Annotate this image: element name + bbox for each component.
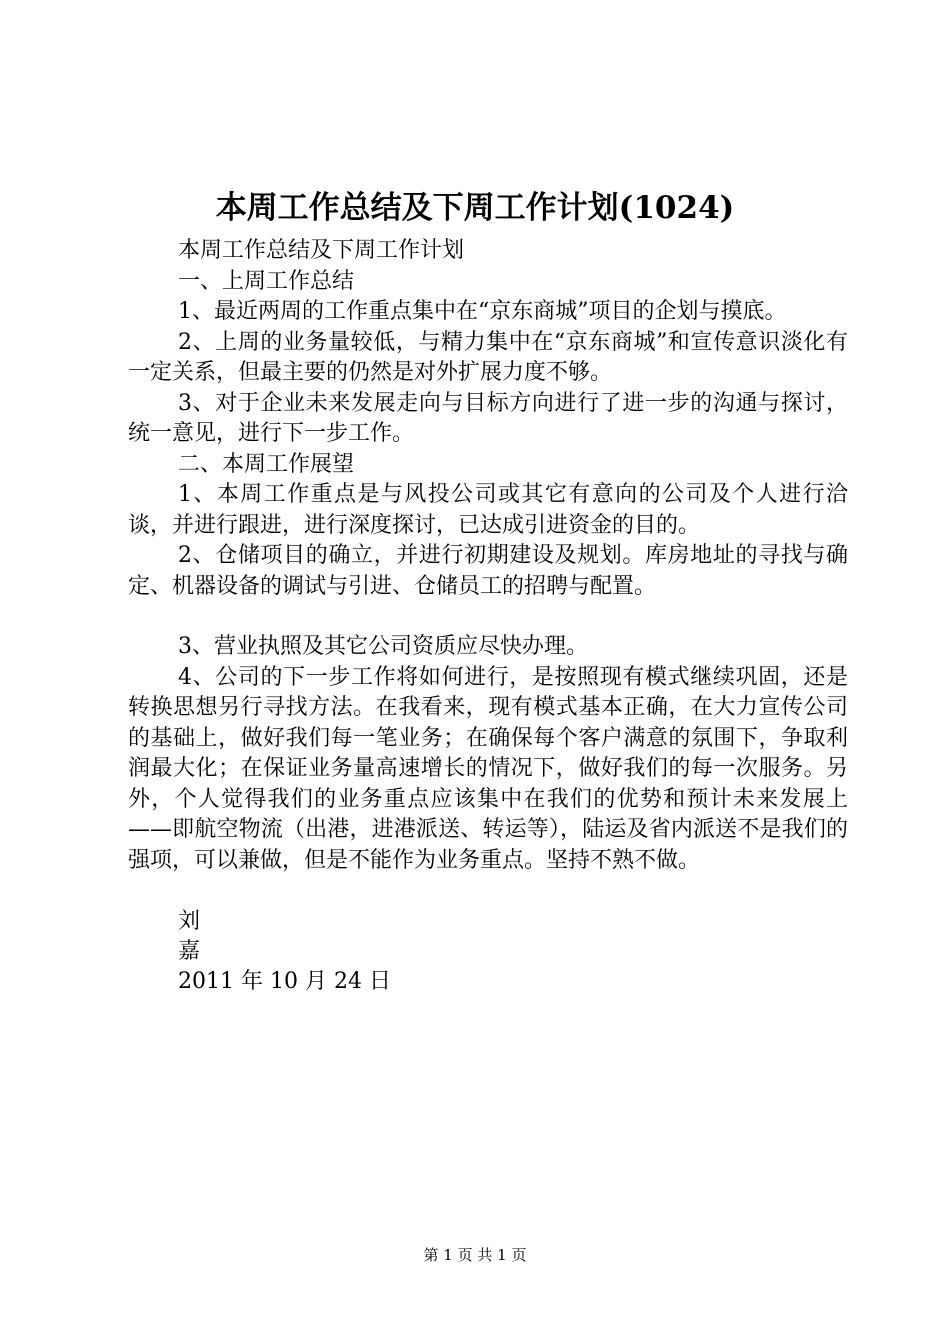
paragraph-plan-1: 1、本周工作重点是与风投公司或其它有意向的公司及个人进行洽谈，并进行跟进，进行深度探讨，已达成引进资金的目的。 [128,482,848,538]
paragraph-item-1: 1、最近两周的工作重点集中在“京东商城”项目的企划与摸底。 [178,299,787,324]
paragraph-item-2: 2、上周的业务量较低，与精力集中在“京东商城”和宣传意识淡化有一定关系，但最主要的仍然是对外扩展力度不够。 [128,329,848,385]
signature-name-line-1: 刘 [178,909,201,934]
paragraph-plan-4: 4、公司的下一步工作将如何进行，是按照现有模式继续巩固，还是转换思想另行寻找方法。在我看来，现有模式基本正确，在大力宣传公司的基础上，做好我们每一笔业务；在确保每个客户满意的氛围下，争取利润最大化；在保证业务量高速增长的情况下，做好我们的每一次服务。另外，个人觉得我们的业务重点应该集中在我们的优势和预计未来发展上——即航空物流（出港，进港派送、转运等），陆运及省内派送不是我们的强项，可以兼做，但是不能作为业务重点。坚持不熟不做。 [128,664,848,873]
signature-date: 2011 年 10 月 24 日 [178,969,391,994]
document-body [128,236,848,997]
section-heading-this-week: 二、本周工作展望 [178,451,355,477]
section-heading-last-week: 一、上周工作总结 [178,268,355,294]
paragraph-plan-3: 3、营业执照及其它公司资质应尽快办理。 [178,634,588,659]
paragraph-item-3: 3、对于企业未来发展走向与目标方向进行了进一步的沟通与探讨，统一意见，进行下一步工作。 [128,390,848,446]
subtitle-paragraph: 本周工作总结及下周工作计划 [178,238,465,263]
document-title: 本周工作总结及下周工作计划(1024) [215,190,735,226]
signature-block [128,907,848,997]
page-footer: 第 1 页 共 1 页 [423,1246,527,1264]
paragraph-plan-2: 2、仓储项目的确立，并进行初期建设及规划。库房地址的寻找与确定、机器设备的调试与引进、仓储员工的招聘与配置。 [128,543,848,599]
signature-name-line-2: 嘉 [178,939,201,964]
